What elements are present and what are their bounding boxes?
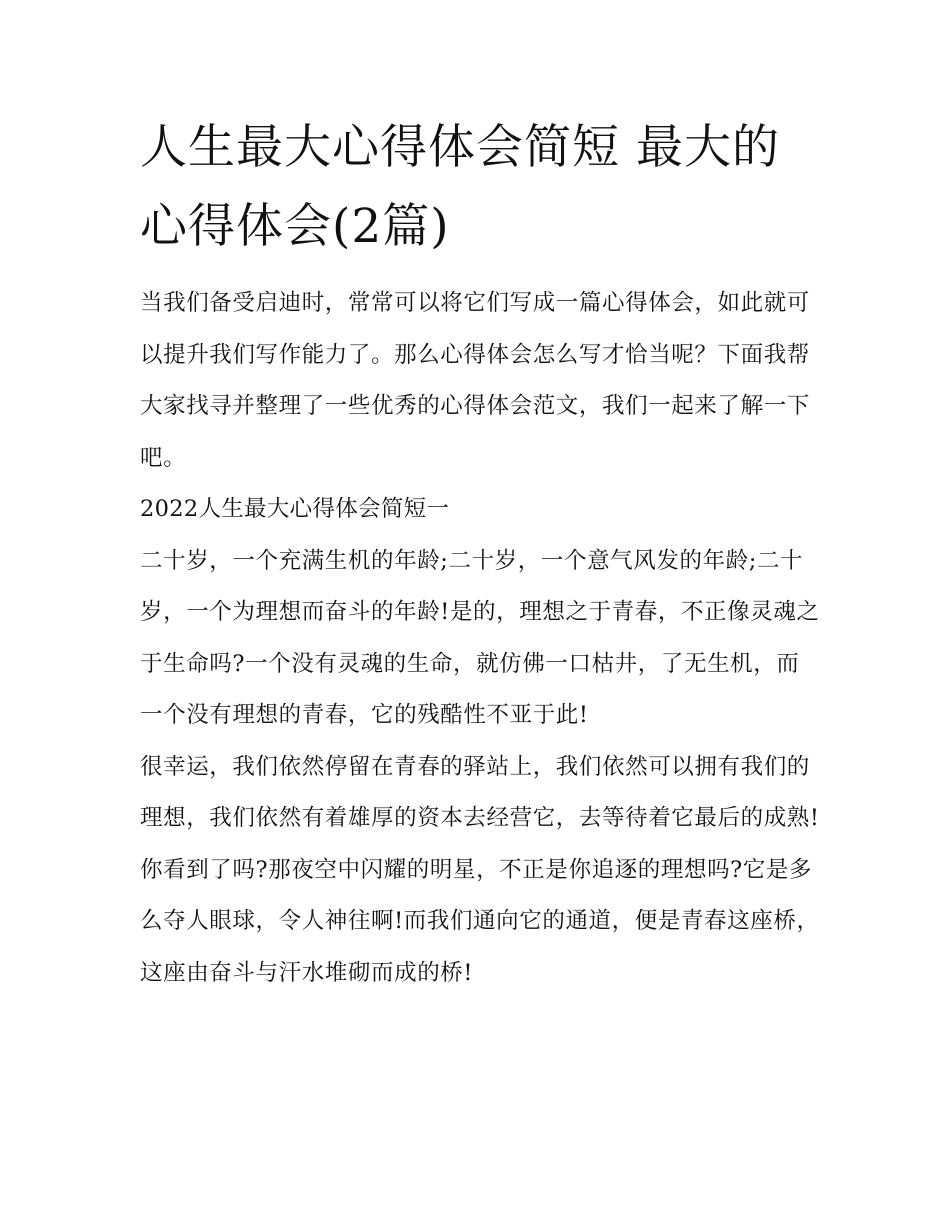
- body-paragraph-1: 二十岁，一个充满生机的年龄;二十岁，一个意气风发的年龄;二十岁，一个为理想而奋斗的年龄!是的，理想之于青春，不正像灵魂之于生命吗?一个没有灵魂的生命，就仿佛一口枯井，了无生机，而一个没有理想的青春，它的残酷性不亚于此!: [140, 547, 820, 728]
- section-heading: 2022人生最大心得体会简短一: [140, 496, 450, 522]
- document-body: [140, 278, 820, 999]
- document-page: [140, 108, 820, 999]
- document-title: 人生最大心得体会简短 最大的心得体会(2篇): [140, 120, 780, 254]
- body-paragraph-2: 很幸运，我们依然停留在青春的驿站上，我们依然可以拥有我们的理想，我们依然有着雄厚的资本去经营它，去等待着它最后的成熟!: [140, 753, 820, 831]
- body-paragraph-3: 你看到了吗?那夜空中闪耀的明星，不正是你追逐的理想吗?它是多么夺人眼球，令人神往啊!而我们通向它的通道，便是青春这座桥，这座由奋斗与汗水堆砌而成的桥!: [140, 856, 820, 986]
- intro-paragraph: 当我们备受启迪时，常常可以将它们写成一篇心得体会，如此就可以提升我们写作能力了。那么心得体会怎么写才恰当呢？下面我帮大家找寻并整理了一些优秀的心得体会范文，我们一起来了解一下吧。: [140, 290, 810, 471]
